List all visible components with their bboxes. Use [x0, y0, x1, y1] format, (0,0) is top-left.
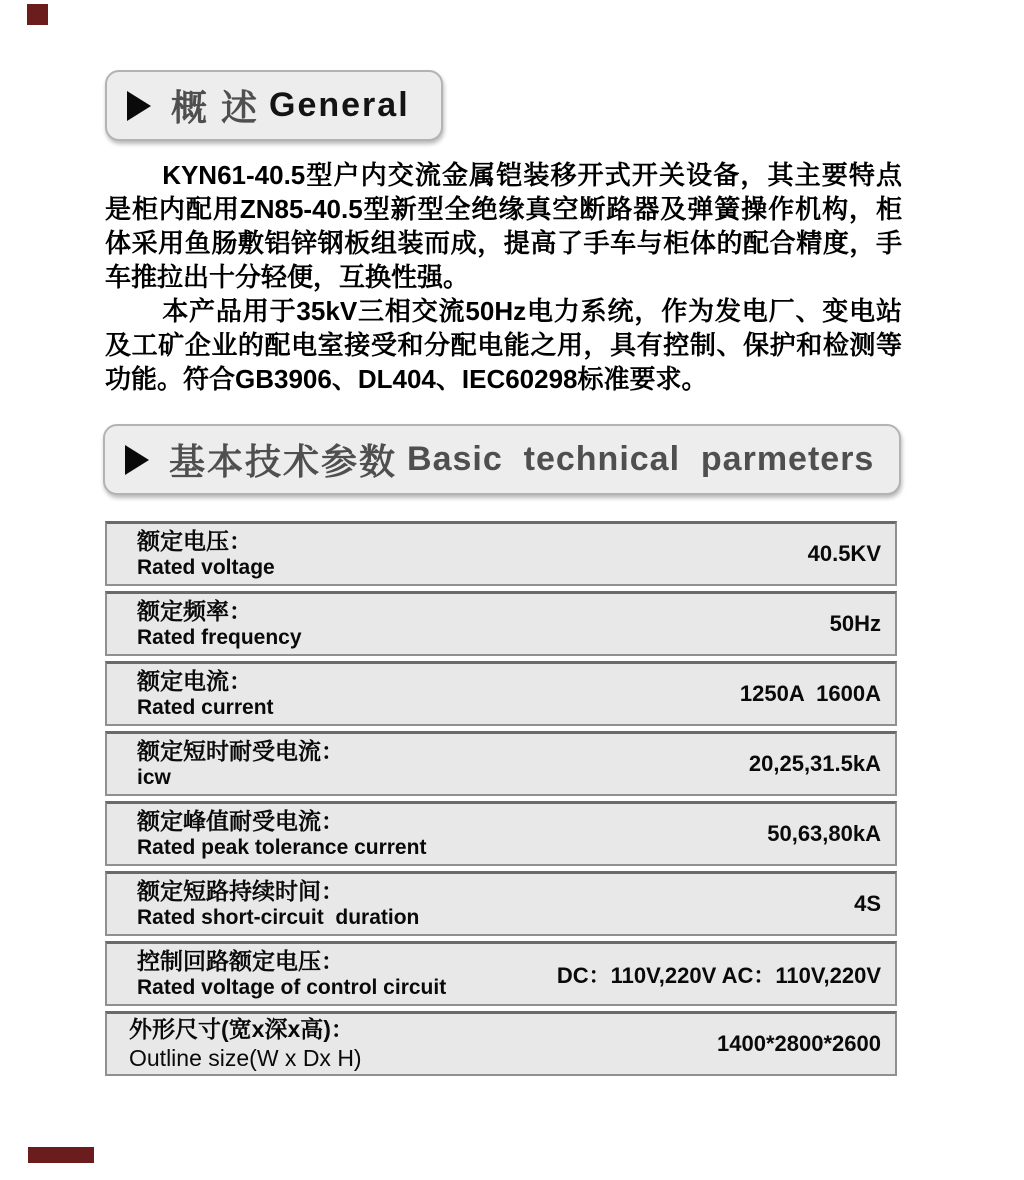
page-corner-mark	[27, 4, 48, 25]
section-title-en: General	[269, 86, 410, 124]
row-label-en: Rated voltage	[137, 556, 275, 580]
row-label-en: Rated frequency	[137, 626, 302, 650]
table-row-rated-current	[105, 661, 897, 726]
triangle-bullet-icon	[125, 445, 149, 475]
row-label-en: icw	[137, 766, 171, 790]
row-value: 50,63,80kA	[767, 821, 881, 846]
row-value: 40.5KV	[807, 541, 881, 566]
spec-table	[105, 521, 897, 1081]
table-row-rated-voltage	[105, 521, 897, 586]
table-row-short-time-withstand-current	[105, 731, 897, 796]
row-labels	[137, 737, 344, 792]
row-label-zh: 外形尺寸(宽x深x高)：	[129, 1016, 354, 1043]
section-title-en: Basic technical parmeters	[407, 440, 875, 478]
row-labels	[137, 667, 274, 722]
section-title-zh: 基本技术参数	[169, 441, 398, 482]
row-value: 1400*2800*2600	[717, 1031, 881, 1056]
row-label-zh: 额定短时耐受电流：	[137, 737, 344, 764]
row-labels	[137, 807, 426, 862]
table-row-peak-withstand-current	[105, 801, 897, 866]
row-label-en: Rated peak tolerance current	[137, 836, 427, 860]
row-label-zh: 额定频率：	[137, 597, 252, 624]
row-label-en: Outline size(W x Dx H)	[129, 1045, 362, 1071]
row-label-en: Rated current	[137, 696, 274, 720]
row-labels	[137, 597, 302, 652]
table-row-short-circuit-duration	[105, 871, 897, 936]
row-value: DC：110V,220V AC：110V,220V	[556, 962, 881, 988]
page-footer-mark	[28, 1147, 94, 1163]
row-value: 20,25,31.5kA	[748, 751, 881, 776]
table-row-rated-frequency	[105, 591, 897, 656]
row-label-zh: 额定电流：	[137, 667, 252, 694]
overview-text	[105, 158, 902, 396]
row-label-zh: 额定短路持续时间：	[137, 877, 344, 904]
row-label-zh: 额定峰值耐受电流：	[137, 807, 344, 834]
row-value: 4S	[854, 891, 881, 916]
row-label-zh: 额定电压：	[137, 527, 252, 554]
row-label-zh: 控制回路额定电压：	[137, 947, 344, 974]
row-value: 1250A 1600A	[739, 681, 881, 706]
section-header-general	[105, 70, 443, 141]
row-labels	[137, 947, 446, 1002]
overview-paragraph-2: 本产品用于35kV三相交流50Hz电力系统，作为发电厂、变电站及工矿企业的配电室接受和分配电能之用，具有控制、保护和检测等功能。符合GB3906、DL404、IEC60298标准要求。	[105, 296, 902, 394]
row-labels	[129, 1015, 362, 1073]
section-header-parameters	[103, 424, 901, 495]
triangle-bullet-icon	[127, 91, 151, 121]
row-label-en: Rated short-circuit duration	[137, 906, 420, 930]
table-row-control-circuit-voltage	[105, 941, 897, 1006]
overview-paragraph-1: KYN61-40.5型户内交流金属铠装移开式开关设备，其主要特点是柜内配用ZN85-40.5型新型全绝缘真空断路器及弹簧操作机构，柜体采用鱼肠敷铝锌钢板组装而成，提高了手车与柜体的配合精度，手车推拉出十分轻便，互换性强。	[105, 160, 902, 292]
row-labels	[137, 527, 275, 582]
table-row-outline-size	[105, 1011, 897, 1076]
row-value: 50Hz	[829, 611, 881, 636]
section-title-zh: 概 述	[171, 87, 260, 128]
row-label-en: Rated voltage of control circuit	[137, 976, 447, 1000]
row-labels	[137, 877, 419, 932]
